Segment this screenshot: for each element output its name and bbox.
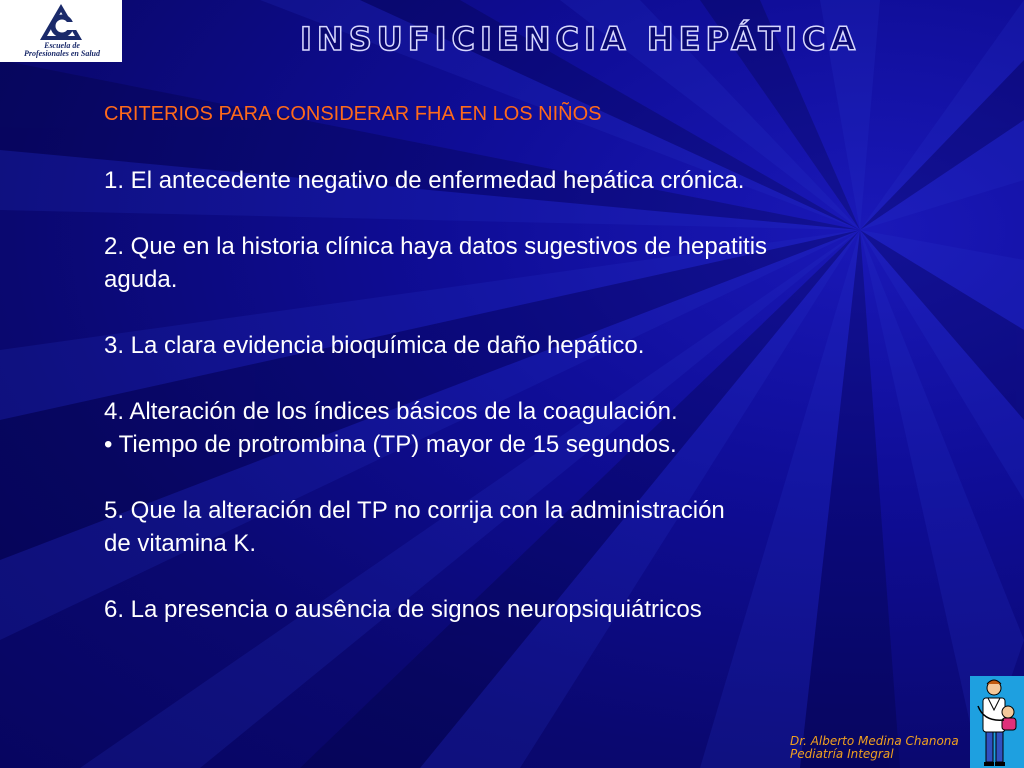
criterion-3: 3. La clara evidencia bioquímica de daño hepático. [104,332,645,359]
school-logo-icon [0,0,122,62]
logo-text [4,42,120,58]
criterion-1: 1. El antecedente negativo de enfermedad hepática crónica. [104,167,745,194]
criterion-5-line-1: 5. Que la alteración del TP no corrija con la administración [104,497,725,524]
criterion-4: 4. Alteración de los índices básicos de la coagulación. [104,398,678,425]
criteria-list [104,164,924,626]
doctor-figure-icon [970,676,1024,768]
criterion-6: 6. La presencia o ausência de signos neuropsiquiátricos [104,596,702,623]
criterion-2-line-1: 2. Que en la historia clínica haya datos sugestivos de hepatitis [104,233,768,260]
doctor-with-child-icon [970,676,1024,768]
logo-line-1: Escuela de [44,41,80,50]
criterion-2-line-2: aguda. [104,266,178,293]
slide-title: INSUFICIENCIA HEPÁTICA [300,20,861,58]
slide-subtitle: CRITERIOS PARA CONSIDERAR FHA EN LOS NIÑOS [104,103,602,125]
footer-credit [790,735,959,761]
criterion-4-bullet: • Tiempo de protrombina (TP) mayor de 15 segundos. [104,431,677,458]
author-name: Dr. Alberto Medina Chanona [790,734,959,748]
criterion-5-line-2: de vitamina K. [104,530,257,557]
logo-line-2: Profesionales en Salud [23,49,100,58]
author-specialty: Pediatría Integral [790,747,894,761]
logo-mark-icon [38,2,84,42]
